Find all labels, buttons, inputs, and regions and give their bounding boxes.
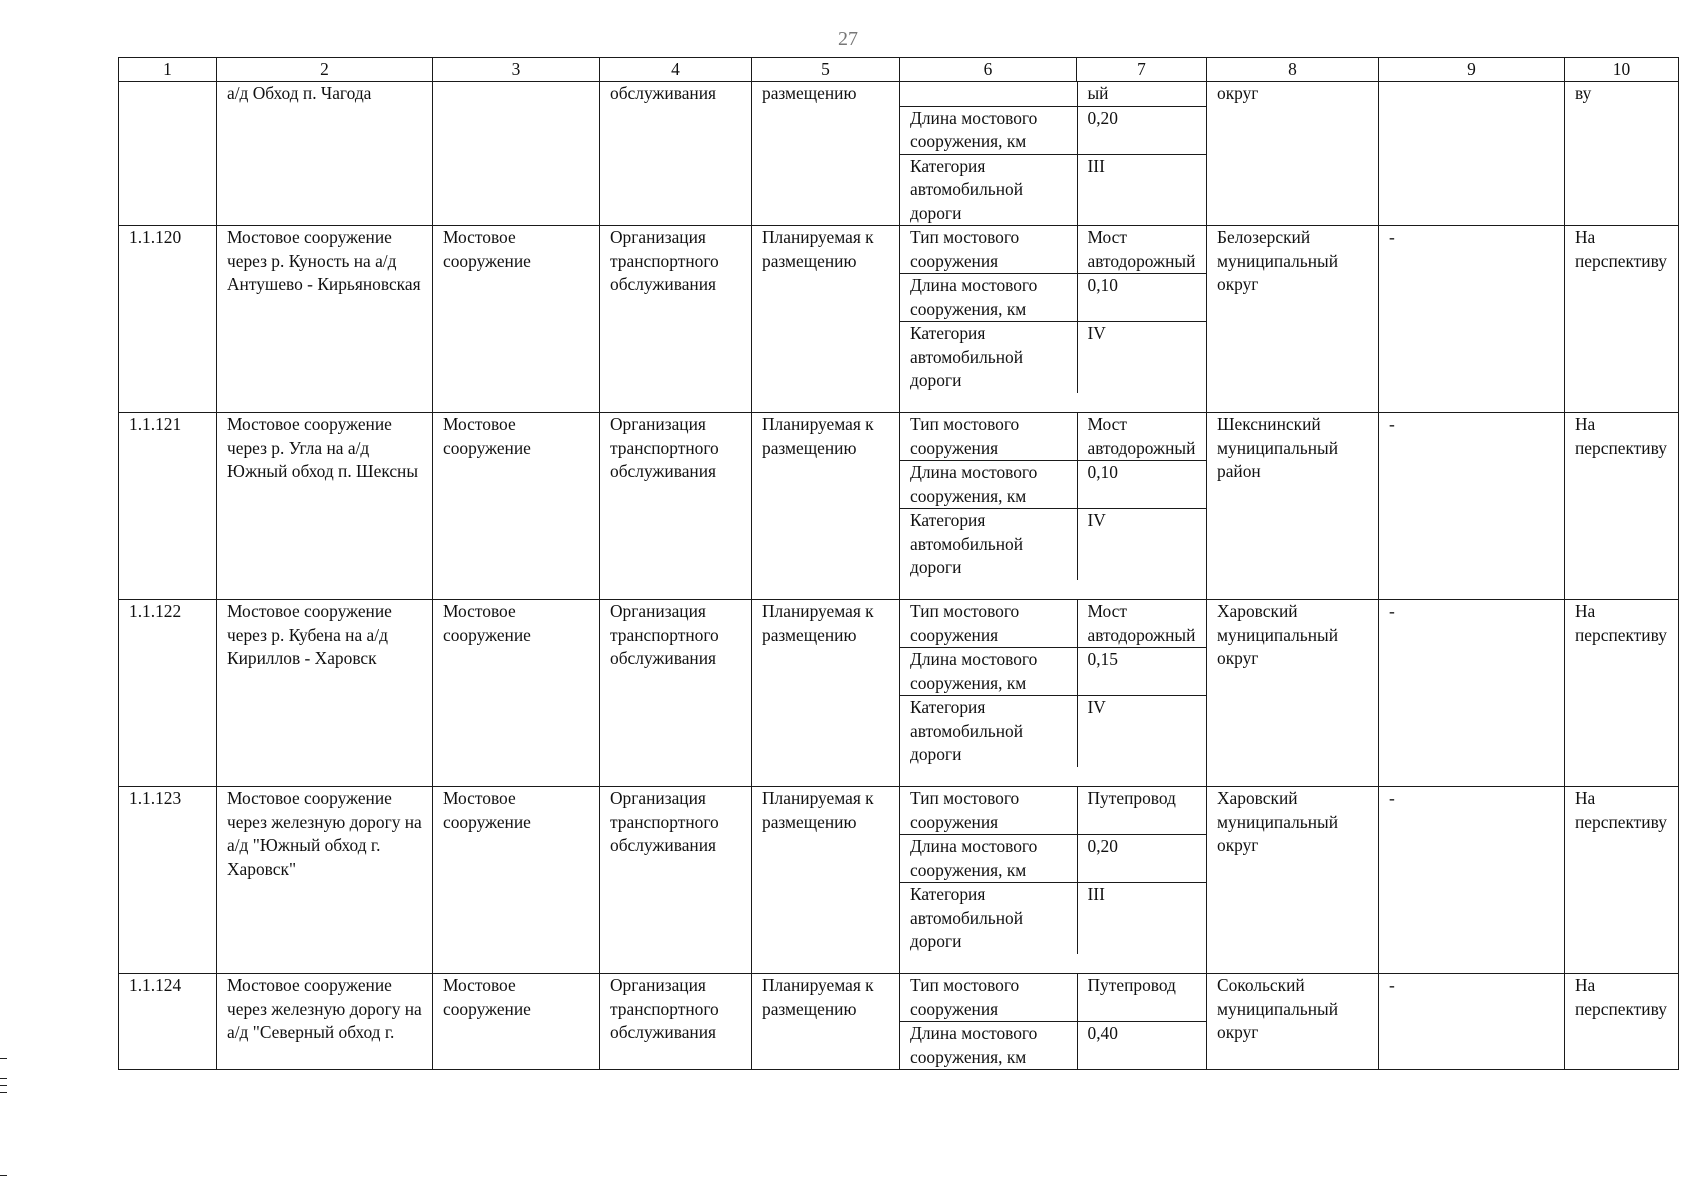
parameter-value: III <box>1077 883 1207 954</box>
cell-object-type: Мостовое сооружение <box>433 226 600 413</box>
cell-period: ву <box>1565 82 1679 226</box>
cell-zone: - <box>1379 413 1565 600</box>
parameter-value: Путепровод <box>1087 788 1176 808</box>
cell-object-name: Мостовое сооружение через р. Куность на а/д Антушево - Кирьяновская <box>217 226 433 413</box>
margin-mark <box>0 1058 7 1059</box>
cell-object-type: Мостовое сооружение <box>433 413 600 600</box>
column-number-row <box>119 58 1679 82</box>
parameter-row <box>900 883 1207 954</box>
cell-number: 1.1.123 <box>119 787 217 974</box>
parameter-name: Длина мостового сооружения, км <box>900 106 1077 154</box>
table-row <box>119 974 1679 1070</box>
cell-zone: - <box>1379 787 1565 974</box>
cell-number <box>119 82 217 226</box>
parameter-name: Категория автомобильной дороги <box>900 509 1077 580</box>
parameter-name: Категория автомобильной дороги <box>900 883 1077 954</box>
cell-period: На перспективу <box>1565 413 1679 600</box>
parameter-value: 0,20 <box>1077 106 1207 154</box>
parameter-value: 0,10 <box>1077 461 1207 509</box>
parameter-name: Длина мостового сооружения, км <box>900 1022 1077 1070</box>
parameter-name: Тип мостового сооружения <box>900 226 1077 274</box>
table-row <box>119 787 1679 974</box>
parameter-value: 0,40 <box>1077 1022 1207 1070</box>
column-header: 10 <box>1565 58 1679 82</box>
parameter-value: Мост автодорожный <box>1087 601 1196 645</box>
cell-purpose: Организация транспортного обслуживания <box>600 226 752 413</box>
parameter-value: 0,10 <box>1077 274 1207 322</box>
cell-location: Харовский муниципальный округ <box>1207 787 1379 974</box>
cell-period: На перспективу <box>1565 787 1679 974</box>
cell-period: На перспективу <box>1565 600 1679 787</box>
parameter-row <box>900 835 1207 883</box>
parameters-cell <box>900 974 1207 1070</box>
cell-status: Планируемая к размещению <box>752 787 900 974</box>
cell-period: На перспективу <box>1565 974 1679 1070</box>
parameter-value: III <box>1077 154 1207 225</box>
parameter-value: Мост автодорожный <box>1087 414 1196 458</box>
cell-status: Планируемая к размещению <box>752 226 900 413</box>
parameter-value: IV <box>1077 322 1207 393</box>
parameter-value: ый <box>1087 83 1109 103</box>
cell-object-type: Мостовое сооружение <box>433 974 600 1070</box>
column-header: 7 <box>1077 58 1207 82</box>
margin-mark <box>0 1092 7 1093</box>
parameters-subtable <box>900 82 1207 225</box>
cell-status: Планируемая к размещению <box>752 974 900 1070</box>
parameter-row <box>900 1022 1207 1070</box>
cell-zone <box>1379 82 1565 226</box>
parameters-cell <box>900 413 1207 600</box>
cell-location: Шекснинский муниципальный район <box>1207 413 1379 600</box>
cell-object-type: Мостовое сооружение <box>433 600 600 787</box>
parameters-cell <box>900 600 1207 787</box>
parameters-subtable <box>900 413 1207 580</box>
parameters-cell <box>900 226 1207 413</box>
cell-purpose: Организация транспортного обслуживания <box>600 787 752 974</box>
parameter-name: Тип мостового сооружения <box>900 600 1077 648</box>
parameter-value: 0,15 <box>1077 648 1207 696</box>
cell-object-type: Мостовое сооружение <box>433 787 600 974</box>
column-header: 5 <box>752 58 900 82</box>
cell-status: размещению <box>752 82 900 226</box>
parameters-subtable <box>900 787 1207 954</box>
parameter-row <box>900 413 1207 461</box>
parameter-value: Мост автодорожный <box>1087 227 1196 271</box>
cell-object-type <box>433 82 600 226</box>
parameter-name: Категория автомобильной дороги <box>900 154 1077 225</box>
margin-mark <box>0 1078 7 1079</box>
cell-location: Белозерский муниципальный округ <box>1207 226 1379 413</box>
cell-object-name: а/д Обход п. Чагода <box>217 82 433 226</box>
objects-table <box>118 57 1679 1070</box>
parameter-name: Тип мостового сооружения <box>900 974 1077 1022</box>
parameter-value: IV <box>1077 509 1207 580</box>
parameter-row <box>900 82 1207 106</box>
parameter-row <box>900 696 1207 767</box>
parameter-name: Длина мостового сооружения, км <box>900 648 1077 696</box>
parameters-subtable <box>900 974 1207 1069</box>
cell-zone: - <box>1379 600 1565 787</box>
cell-object-name: Мостовое сооружение через р. Угла на а/д Южный обход п. Шексны <box>217 413 433 600</box>
cell-location: Сокольский муниципальный округ <box>1207 974 1379 1070</box>
parameter-row <box>900 600 1207 648</box>
parameter-row <box>900 648 1207 696</box>
page-number: 27 <box>838 28 858 50</box>
table-row-continued <box>119 82 1679 226</box>
parameter-name: Тип мостового сооружения <box>900 413 1077 461</box>
parameter-value: Путепровод <box>1087 975 1176 995</box>
parameter-row <box>900 461 1207 509</box>
parameter-value: 0,20 <box>1077 835 1207 883</box>
parameter-row <box>900 226 1207 274</box>
cell-purpose: обслуживания <box>600 82 752 226</box>
table-row <box>119 600 1679 787</box>
cell-number: 1.1.122 <box>119 600 217 787</box>
parameter-value: IV <box>1077 696 1207 767</box>
parameter-name: Длина мостового сооружения, км <box>900 461 1077 509</box>
cell-period: На перспективу <box>1565 226 1679 413</box>
column-header: 1 <box>119 58 217 82</box>
cell-purpose: Организация транспортного обслуживания <box>600 600 752 787</box>
cell-number: 1.1.124 <box>119 974 217 1070</box>
cell-number: 1.1.121 <box>119 413 217 600</box>
column-header: 2 <box>217 58 433 82</box>
column-header: 3 <box>433 58 600 82</box>
parameter-row <box>900 509 1207 580</box>
cell-status: Планируемая к размещению <box>752 600 900 787</box>
parameter-name: Длина мостового сооружения, км <box>900 274 1077 322</box>
cell-object-name: Мостовое сооружение через р. Кубена на а/д Кириллов - Харовск <box>217 600 433 787</box>
cell-purpose: Организация транспортного обслуживания <box>600 974 752 1070</box>
cell-purpose: Организация транспортного обслуживания <box>600 413 752 600</box>
column-header: 4 <box>600 58 752 82</box>
cell-object-name: Мостовое сооружение через железную дорогу на а/д "Северный обход г. <box>217 974 433 1070</box>
parameter-name: Длина мостового сооружения, км <box>900 835 1077 883</box>
cell-zone: - <box>1379 226 1565 413</box>
margin-mark <box>0 1085 7 1086</box>
parameter-row <box>900 974 1207 1022</box>
cell-location: Харовский муниципальный округ <box>1207 600 1379 787</box>
cell-zone: - <box>1379 974 1565 1070</box>
cell-number: 1.1.120 <box>119 226 217 413</box>
parameter-row <box>900 322 1207 393</box>
parameters-subtable <box>900 600 1207 767</box>
cell-location: округ <box>1207 82 1379 226</box>
cell-status: Планируемая к размещению <box>752 413 900 600</box>
margin-mark <box>0 1175 7 1176</box>
parameter-row <box>900 106 1207 154</box>
table-row <box>119 226 1679 413</box>
parameters-cell <box>900 82 1207 226</box>
table-row <box>119 413 1679 600</box>
parameters-subtable <box>900 226 1207 393</box>
parameter-row <box>900 787 1207 835</box>
parameter-name: Категория автомобильной дороги <box>900 696 1077 767</box>
parameter-name <box>900 82 1077 106</box>
parameter-row <box>900 154 1207 225</box>
parameters-cell <box>900 787 1207 974</box>
cell-object-name: Мостовое сооружение через железную дорогу на а/д "Южный обход г. Харовск" <box>217 787 433 974</box>
column-header: 8 <box>1207 58 1379 82</box>
column-header: 9 <box>1379 58 1565 82</box>
column-header: 6 <box>900 58 1077 82</box>
parameter-row <box>900 274 1207 322</box>
parameter-name: Тип мостового сооружения <box>900 787 1077 835</box>
parameter-name: Категория автомобильной дороги <box>900 322 1077 393</box>
